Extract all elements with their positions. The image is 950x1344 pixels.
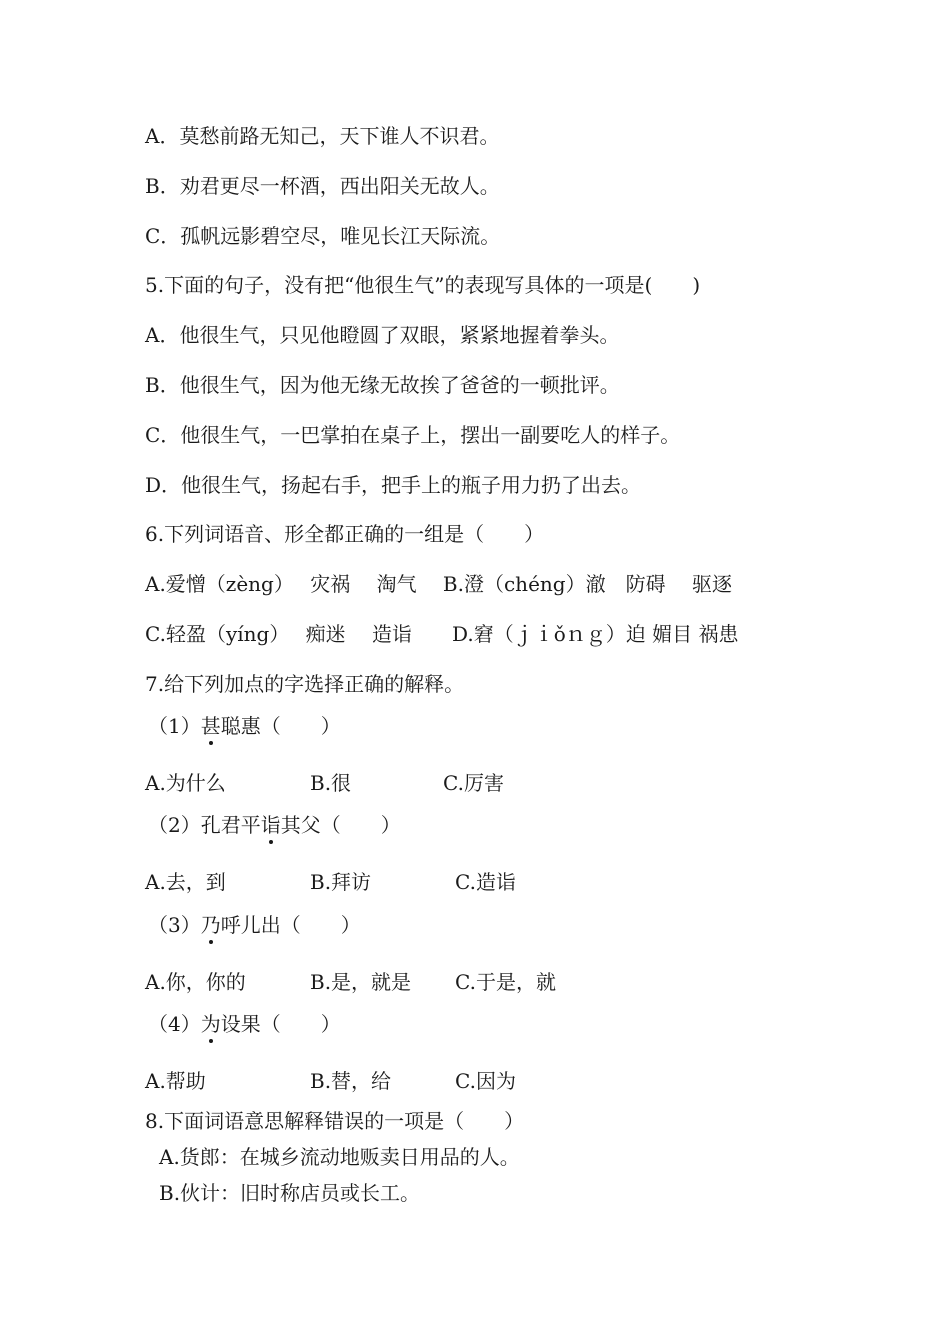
q5-option-d: D．他很生气，扬起右手，把手上的瓶子用力扔了出去。 [145, 473, 642, 497]
q7-sub-3-suffix: 呼儿出（ ） [220, 913, 361, 937]
q7-sub-2-suffix: 其父（ ） [280, 813, 401, 837]
q7-sub-1-dotted-char: 甚 [200, 714, 221, 738]
q7-sub-3 [148, 912, 361, 938]
q7-sub-3-option-a: A.你，你的 [145, 970, 246, 994]
q7-sub-3-dotted-char: 乃 [200, 913, 221, 937]
q7-stem: 7.给下列加点的字选择正确的解释。 [145, 672, 465, 696]
q7-sub-3-option-c: C.于是，就 [455, 970, 556, 994]
q8-stem: 8.下面词语意思解释错误的一项是（ ） [145, 1109, 525, 1133]
q7-sub-4-prefix: （4） [148, 1012, 201, 1036]
q7-sub-2-option-a: A.去，到 [145, 870, 226, 894]
q5-stem: 5.下面的句子，没有把“他很生气”的表现写具体的一项是( ) [145, 273, 701, 297]
q7-sub-4-option-a: A.帮助 [145, 1069, 206, 1093]
q5-option-b: B．他很生气，因为他无缘无故挨了爸爸的一顿批评。 [145, 373, 620, 397]
q8-option-b: B.伙计：旧时称店员或长工。 [159, 1181, 421, 1205]
q6-options-row-1: A.爱憎（zèng） 灾祸 淘气 B.澄（chéng）澈 防碍 驱逐 [145, 572, 732, 596]
q7-sub-4 [148, 1011, 341, 1037]
q6-options-row-2: C.轻盈（yíng） 痴迷 造诣 D.窘（ｊｉǒｎｇ）迫 媚目 祸患 [145, 622, 739, 646]
q4-option-b: B．劝君更尽一杯酒，西出阳关无故人。 [145, 174, 500, 198]
q4-option-c: C．孤帆远影碧空尽，唯见长江天际流。 [145, 224, 501, 248]
q7-sub-1 [148, 713, 341, 739]
q7-sub-3-prefix: （3） [148, 913, 201, 937]
q7-sub-4-option-b: B.替，给 [310, 1069, 392, 1093]
q7-sub-3-option-b: B.是，就是 [310, 970, 412, 994]
q7-sub-4-suffix: 设果（ ） [220, 1012, 341, 1036]
q7-sub-2-option-b: B.拜访 [310, 870, 372, 894]
q7-sub-2-dotted-char: 诣 [260, 813, 281, 837]
q7-sub-1-option-c: C.厉害 [443, 771, 504, 795]
q8-option-a: A.货郎：在城乡流动地贩卖日用品的人。 [159, 1145, 520, 1169]
q4-option-a: A．莫愁前路无知己，天下谁人不识君。 [145, 124, 500, 148]
q7-sub-4-option-c: C.因为 [455, 1069, 516, 1093]
q7-sub-1-prefix: （1） [148, 714, 201, 738]
q7-sub-1-option-b: B.很 [310, 771, 352, 795]
q7-sub-2-option-c: C.造诣 [455, 870, 516, 894]
q7-sub-4-dotted-char: 为 [200, 1012, 221, 1036]
q7-sub-2-prefix: （2）孔君平 [148, 813, 261, 837]
q6-stem: 6.下列词语音、形全都正确的一组是（ ） [145, 522, 545, 546]
q7-sub-1-option-a: A.为什么 [145, 771, 226, 795]
q5-option-c: C．他很生气，一巴掌拍在桌子上，摆出一副要吃人的样子。 [145, 423, 681, 447]
q7-sub-2 [148, 812, 401, 838]
q5-option-a: A．他很生气，只见他瞪圆了双眼，紧紧地握着拳头。 [145, 323, 620, 347]
q7-sub-1-suffix: 聪惠（ ） [220, 714, 341, 738]
